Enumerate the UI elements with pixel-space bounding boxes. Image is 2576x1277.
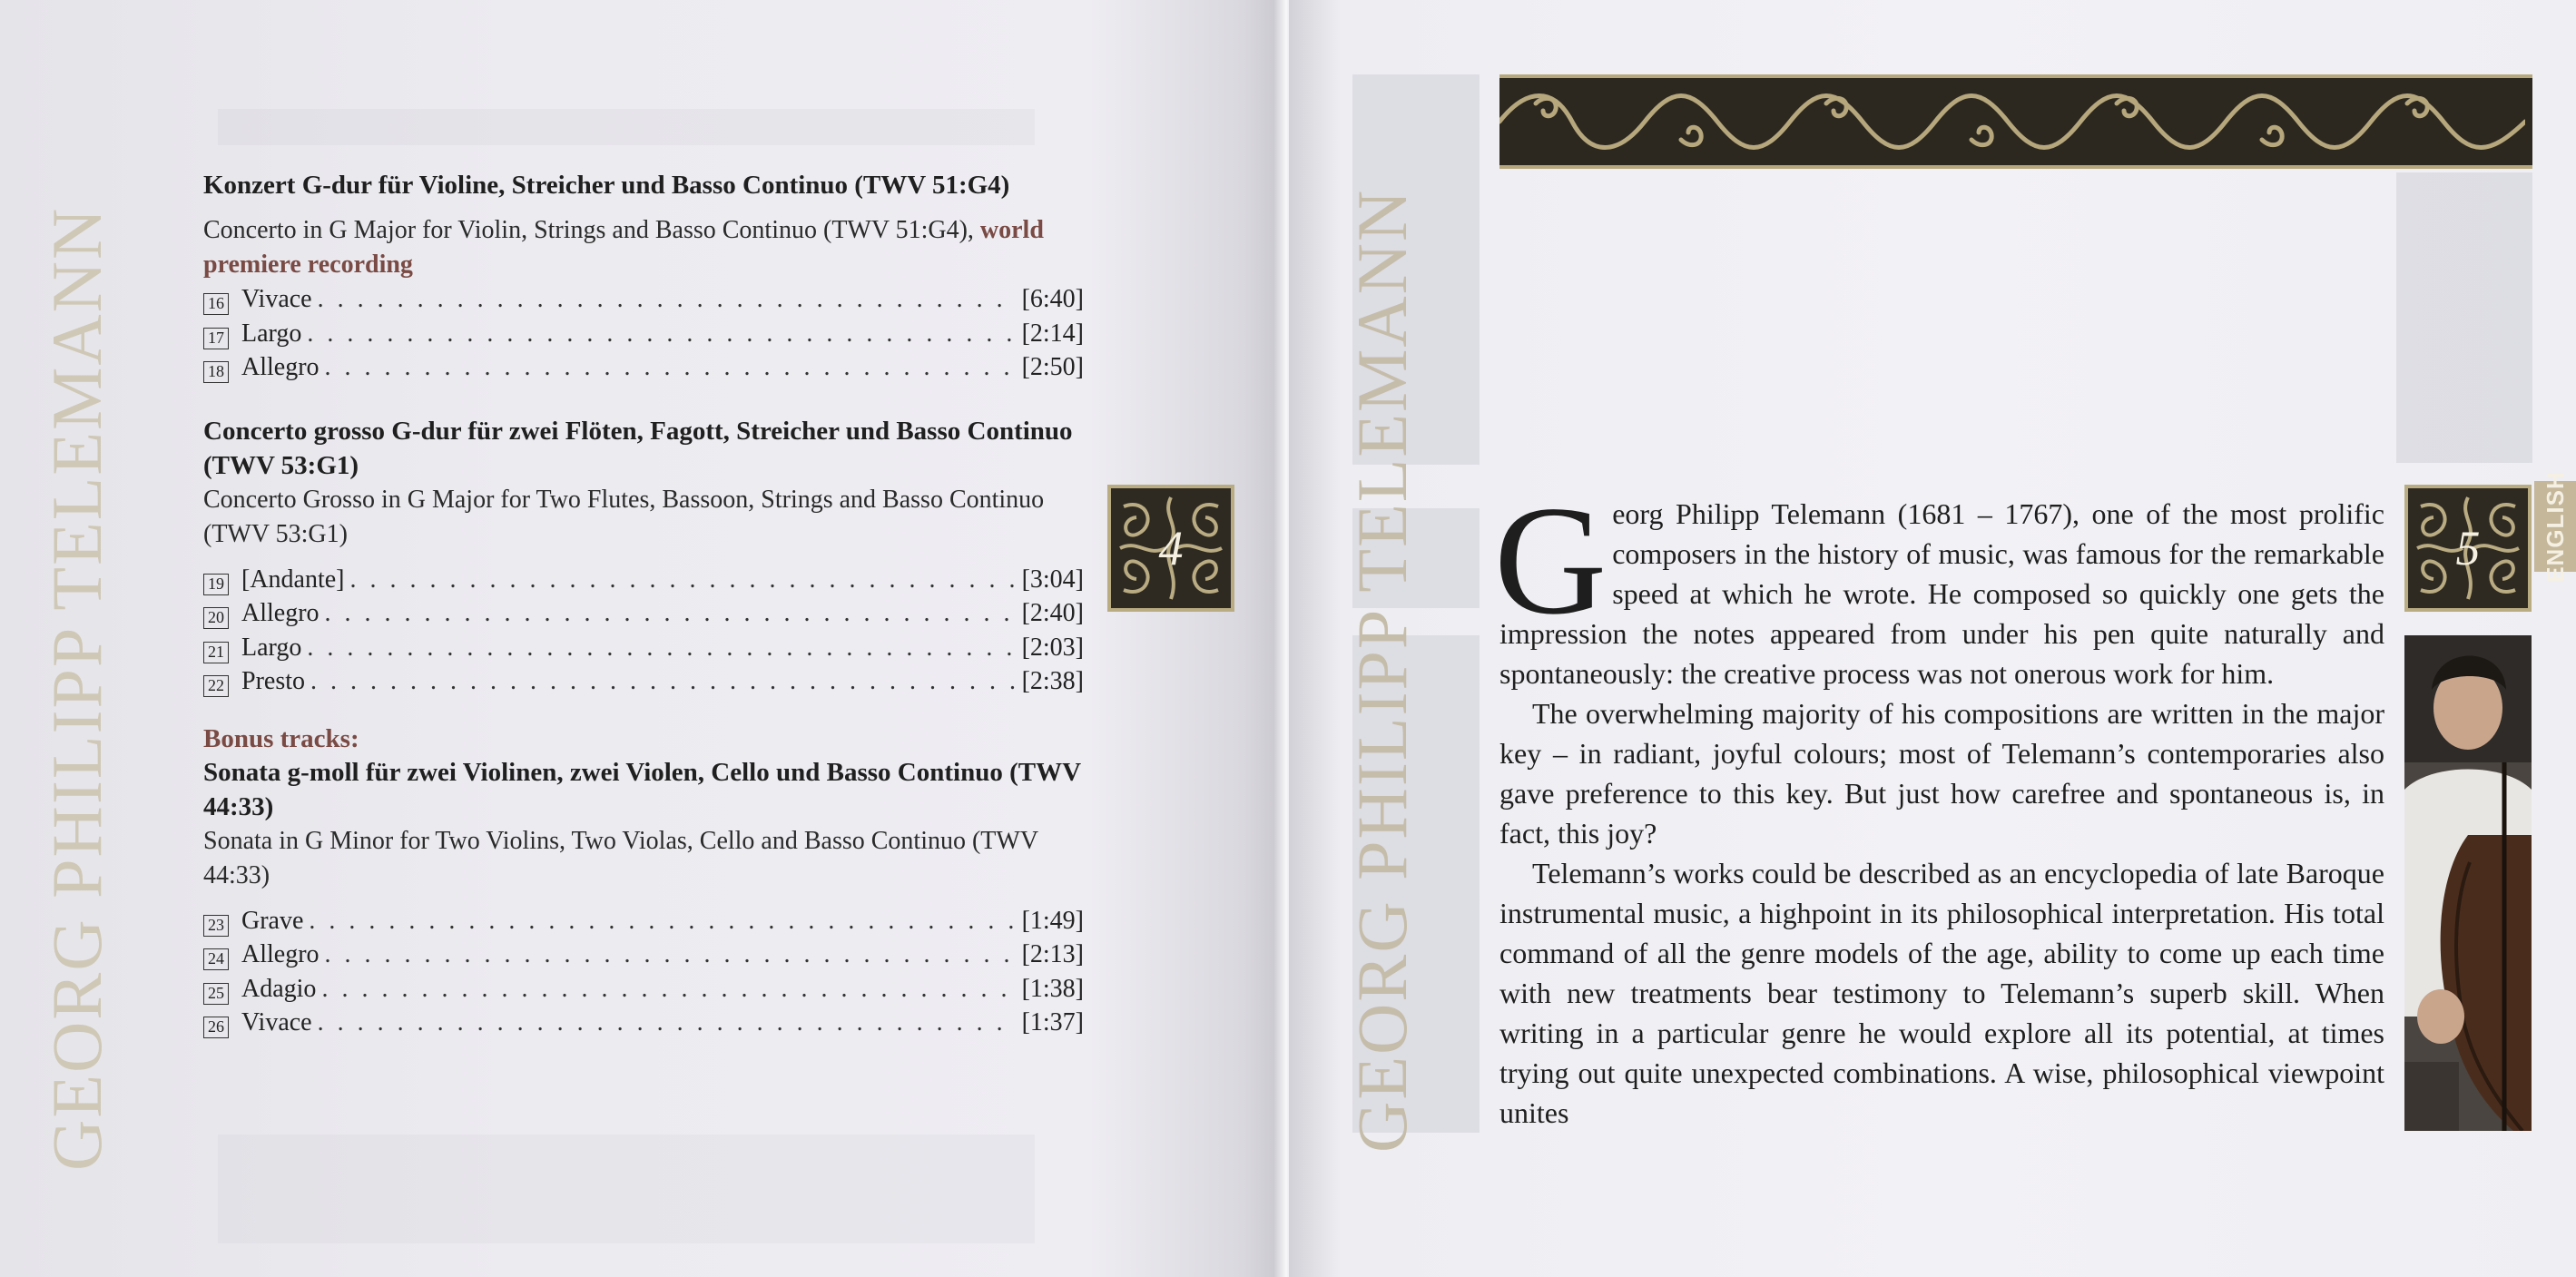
track-name: Allegro xyxy=(241,353,320,381)
track-row xyxy=(203,904,1084,938)
work-block xyxy=(203,168,1084,385)
track-duration: [6:40] xyxy=(1021,285,1084,313)
track-name: Adagio xyxy=(241,974,317,1003)
dot-leader xyxy=(321,972,1016,1007)
page-number-ornament xyxy=(2404,485,2532,612)
spine-title: GEORG PHILIPP TELEMANN xyxy=(1342,188,1421,1153)
track-row xyxy=(203,972,1084,1007)
work-block xyxy=(203,722,1084,1040)
track-name: Vivace xyxy=(241,1008,312,1036)
work-title-de: Concerto grosso G-dur für zwei Flöten, Fagott, Streicher und Basso Continuo (TWV 53:G1) xyxy=(203,416,1073,480)
faint-column-background xyxy=(2396,172,2532,463)
track-number: 17 xyxy=(203,328,229,349)
track-row xyxy=(203,317,1084,351)
track-row xyxy=(203,596,1084,631)
dot-leader xyxy=(309,904,1016,938)
essay-paragraph-text: eorg Philipp Telemann (1681 – 1767), one of the most prolific composers in the history of music, was famous for the remarkable speed at which he wrote. He composed so quickly one gets the impression the notes appeared from under his pen quite naturally and spontaneously: the creative process was not onerous work for him. xyxy=(1499,497,2384,690)
track-name: Presto xyxy=(241,667,305,695)
left-page xyxy=(0,0,1282,1277)
track-duration: [2:14] xyxy=(1021,319,1084,348)
language-tab-label: ENGLISH xyxy=(2541,470,2569,583)
cellist-photo-icon xyxy=(2404,635,2532,1131)
track-name: Grave xyxy=(241,906,304,935)
track-duration: [2:40] xyxy=(1021,599,1084,627)
track-row xyxy=(203,350,1084,385)
ornamental-banner xyxy=(1499,74,2532,169)
track-duration: [2:03] xyxy=(1021,633,1084,662)
page-number: 4 xyxy=(1158,521,1184,575)
track-number: 24 xyxy=(203,948,229,970)
dot-leader xyxy=(325,596,1017,631)
dot-leader xyxy=(350,563,1017,597)
track-number: 22 xyxy=(203,675,229,697)
work-block xyxy=(203,414,1084,699)
essay-paragraph: Telemann’s works could be described as an encyclopedia of late Baroque instrumental music, a highpoint in its philosophical interpretation. His total command of all the genre models of the age, ability to come up each time with new treatments bear testimony to Telemann’s superb skill. When writing in a particular genre he would explore all its potential, at times trying out quite unexpected combinations. A wise, philosophical viewpoint unites xyxy=(1499,857,2384,1129)
work-title-en-text: Concerto in G Major for Violin, Strings and Basso Continuo (TWV 51:G4), xyxy=(203,216,974,244)
work-title-de: Sonata g-moll für zwei Violinen, zwei Violen, Cello und Basso Continuo (TWV 44:33) xyxy=(203,757,1081,821)
essay-paragraph xyxy=(1494,475,2384,693)
track-name: [Andante] xyxy=(241,565,345,594)
track-duration: [1:49] xyxy=(1021,906,1084,935)
work-title-en xyxy=(203,213,1084,282)
track-number: 18 xyxy=(203,361,229,383)
work-title-en: Concerto Grosso in G Major for Two Flutes, Bassoon, Strings and Basso Continuo (TWV 53:G1) xyxy=(203,485,1045,548)
dot-leader xyxy=(318,282,1017,317)
track-name: Largo xyxy=(241,319,302,348)
track-row xyxy=(203,1006,1084,1040)
track-row xyxy=(203,631,1084,665)
track-number: 25 xyxy=(203,983,229,1005)
track-number: 19 xyxy=(203,574,229,595)
track-row xyxy=(203,938,1084,972)
track-list xyxy=(203,168,1084,1056)
bonus-label: Bonus tracks: xyxy=(203,723,359,753)
dot-leader xyxy=(307,317,1016,351)
bleed-through-texture xyxy=(218,1135,1035,1243)
language-tab xyxy=(2534,470,2576,583)
track-number: 26 xyxy=(203,1017,229,1038)
track-name: Vivace xyxy=(241,285,312,313)
vine-scroll-icon xyxy=(1499,78,2525,165)
track-duration: [2:50] xyxy=(1021,353,1084,381)
work-title-en: Sonata in G Minor for Two Violins, Two Violas, Cello and Basso Continuo (TWV 44:33) xyxy=(203,826,1038,889)
track-row xyxy=(203,563,1084,597)
dot-leader xyxy=(310,664,1017,699)
spine-title: GEORG PHILIPP TELEMANN xyxy=(37,206,116,1171)
track-row xyxy=(203,282,1084,317)
musician-photo xyxy=(2404,635,2532,1131)
track-row xyxy=(203,664,1084,699)
track-name: Largo xyxy=(241,633,302,662)
premiere-note: world premiere recording xyxy=(203,216,1044,279)
dot-leader xyxy=(318,1006,1017,1040)
work-title-de: Konzert G-dur für Violine, Streicher und Basso Continuo (TWV 51:G4) xyxy=(203,171,1010,200)
essay-paragraph: The overwhelming majority of his compositions are written in the major key – in radiant, joyful colours; most of Telemann’s contemporaries also gave preference to this key. But just how carefree and spontaneous is, in fact, this joy? xyxy=(1499,697,2384,850)
dot-leader xyxy=(325,938,1017,972)
track-duration: [2:13] xyxy=(1021,940,1084,968)
essay-body xyxy=(1494,475,2384,1133)
track-number: 21 xyxy=(203,642,229,663)
page-number-ornament xyxy=(1107,485,1234,612)
track-duration: [1:37] xyxy=(1021,1008,1084,1036)
track-duration: [3:04] xyxy=(1021,565,1084,594)
track-duration: [1:38] xyxy=(1021,974,1084,1003)
track-number: 23 xyxy=(203,915,229,937)
bleed-through-texture xyxy=(218,109,1035,145)
track-number: 20 xyxy=(203,607,229,629)
track-duration: [2:38] xyxy=(1021,667,1084,695)
drop-cap: G xyxy=(1494,475,1608,647)
page-number: 5 xyxy=(2455,521,2481,575)
track-name: Allegro xyxy=(241,940,320,968)
dot-leader xyxy=(325,350,1017,385)
track-number: 16 xyxy=(203,293,229,315)
track-name: Allegro xyxy=(241,599,320,627)
dot-leader xyxy=(307,631,1016,665)
